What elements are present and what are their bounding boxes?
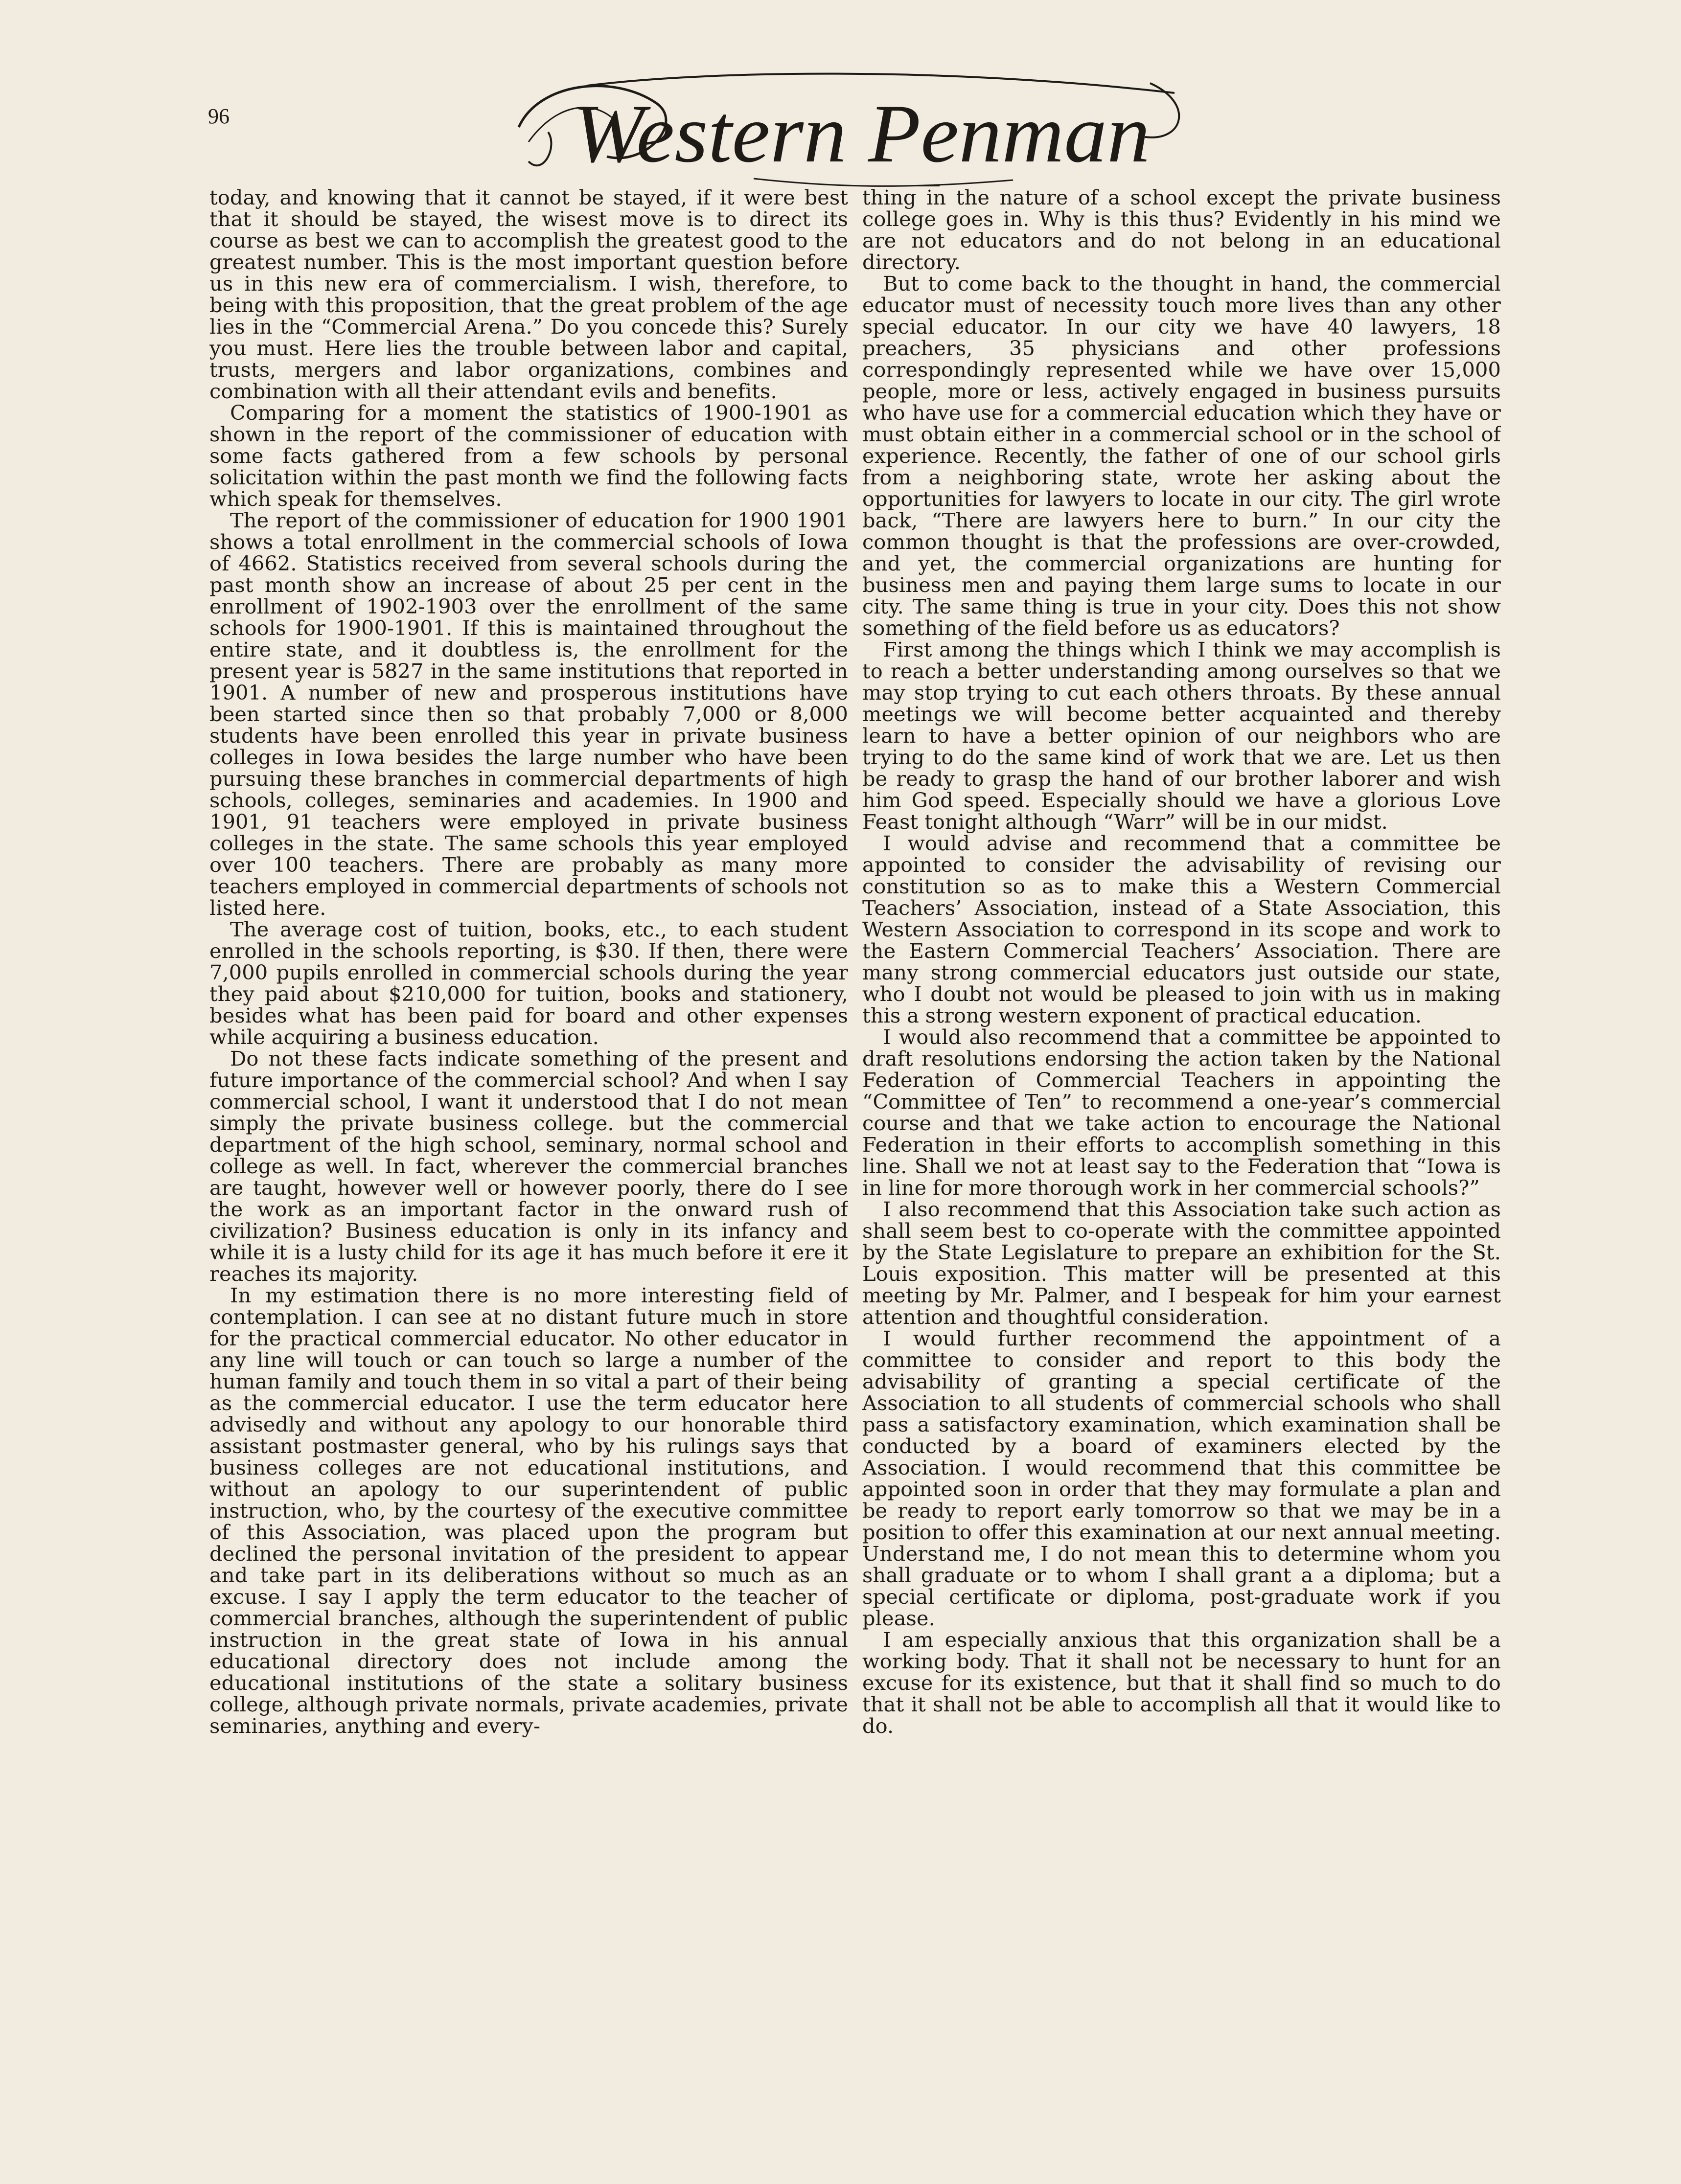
paragraph: Comparing for a moment the statistics of 1900-1901 as shown in the report of the commissioner of education with some facts gathered from a few schools by personal solicitation within the past month we find the following facts which speak for themselves. (209, 401, 848, 511)
masthead-logo (499, 64, 1199, 205)
masthead-lettering: Western Penman (573, 88, 1150, 180)
paragraph: thing in the nature of a school except the private business college goes in. Why is this thus? Evidently in his mind we are not educators and do not belong in an educational directory. (862, 187, 1501, 274)
article-column-left (209, 187, 848, 1987)
masthead-script-logo (499, 64, 1199, 205)
paragraph: The average cost of tuition, books, etc., to each student enrolled in the schools reporting, is $30. If then, there were 7,000 pupils enrolled in commercial schools during the year they paid about $210,000 for tuition, books and stationery, besides what has been paid for board and other expenses while acquiring a business education. (209, 917, 848, 1049)
paragraph: The report of the commissioner of education for 1900 1901 shows a total enrollment in the commercial schools of Iowa of 4662. Statistics received from several schools during the past month show an increase of about 25 per cent in the enrollment of 1902-1903 over the enrollment of the same schools for 1900-1901. If this is maintained throughout the entire state, and it doubtless is, the enrollment for the present year is 5827 in the same institutions that reported in 1901. A number of new and prosperous institutions have been started since then so that probably 7,000 or 8,000 students have been enrolled this year in private business colleges in Iowa besides the large number who have been pursuing these branches in commercial departments of high schools, colleges, seminaries and academies. In 1900 and 1901, 91 teachers were employed in private business colleges in the state. The same schools this year employed over 100 teachers. There are probably as many more teachers employed in commercial departments of schools not listed here. (209, 508, 848, 920)
paragraph: In my estimation there is no more interesting field of contemplation. I can see at no distant future much in store for the practical commercial educator. No other educator in any line will touch or can touch so large a number of the human family and touch them in so vital a part of their being as the commercial educator. I use the term educator here advisedly and without any apology to our honorable third assistant postmaster general, who by his rulings says that business colleges are not educational institutions, and without an apology to our superintendent of public instruction, who, by the courtesy of the executive committee of this Association, was placed upon the program but declined the personal invitation of the president to appear and take part in its deliberations without so much as an excuse. I say I apply the term educator to the teacher of commercial branches, although the superintendent of public instruction in the great state of Iowa in his annual educational directory does not include among the educational institutions of the state a solitary business college, although private normals, private academies, private seminaries, anything and every- (209, 1283, 848, 1738)
paragraph: I am especially anxious that this organization shall be a working body. That it shall not be necessary to hunt for an excuse for its existence, but that it shall find so much to do that it shall not be able to accomplish all that it would like to do. (862, 1628, 1501, 1738)
paragraph: But to come back to the thought in hand, the commercial educator must of necessity touch more lives than any other special educator. In our city we have 40 lawyers, 18 preachers, 35 physicians and other professions correspondingly represented while we have over 15,000 people, more or less, actively engaged in business pursuits who have use for a commercial education which they have or must obtain either in a commercial school or in the school of experience. Recently, the father of one of our school girls from a neighboring state, wrote her asking about the opportunities for lawyers to locate in our city. The girl wrote back, “There are lawyers here to burn.” In our city the common thought is that the professions are over-crowded, and yet, the commercial organizations are hunting for business men and paying them large sums to locate in our city. The same thing is true in your city. Does this not show something of the field before us as educators? (862, 272, 1501, 640)
paragraph: I would advise and recommend that a committee be appointed to consider the advisability of revising our constitution so as to make this a Western Commercial Teachers’ Association, instead of a State Association, this Western Association to correspond in its scope and work to the Eastern Commercial Teachers’ Association. There are many strong commercial educators just outside our state, who I doubt not would be pleased to join with us in making this a strong western exponent of practical education. (862, 831, 1501, 1027)
paragraph: I would further recommend the appointment of a committee to consider and report to this body the advisability of granting a special certificate of the Association to all students of commercial schools who shall pass a satisfactory examination, which examination shall be conducted by a board of examiners elected by the Association. I would recommend that this committee be appointed soon in order that they may formulate a plan and be ready to report early tomorrow so that we may be in a position to offer this examination at our next annual meeting. Understand me, I do not mean this to determine whom you shall graduate or to whom I shall grant a a diploma; but a special certificate or diploma, post-graduate work if you please. (862, 1326, 1501, 1630)
paragraph: Do not these facts indicate something of the present and future importance of the commercial school? And when I say commercial school, I want it understood that I do not mean simply the private business college. but the commercial department of the high school, seminary, normal school and college as well. In fact, wherever the commercial branches are taught, however well or however poorly, there do I see the work as an important factor in the onward rush of civilization? Business education is only in its infancy and while it is a lusty child for its age it has much before it ere it reaches its majority. (209, 1046, 848, 1286)
paragraph: I would also recommend that a committee be appointed to draft resolutions endorsing the action taken by the National Federation of Commercial Teachers in appointing the “Committee of Ten” to recommend a one-year’s commercial course and that we take action to encourage the National Federation in their efforts to accomplish something in this line. Shall we not at least say to the Federation that “Iowa is in line for more thorough work in her commercial schools?” (862, 1025, 1501, 1200)
paragraph: I also recommend that this Association take such action as shall seem best to co-operate with the committee appointed by the State Legislature to prepare an exhibition for the St. Louis exposition. This matter will be presented at this meeting by Mr. Palmer, and I bespeak for him your earnest attention and thoughtful consideration. (862, 1197, 1501, 1329)
page-number: 96 (208, 104, 230, 128)
paragraph: today, and knowing that it cannot be stayed, if it were best that it should be stayed, the wisest move is to direct its course as best we can to accomplish the greatest good to the greatest number. This is the most important question before us in this new era of commercialism. I wish, therefore, to being with this proposition, that the great problem of the age lies in the “Commercial Arena.” Do you concede this? Surely you must. Here lies the trouble between labor and capital, trusts, mergers and labor organizations, combines and combination with all their attendant evils and benefits. (209, 187, 848, 403)
article-column-right (862, 187, 1501, 1987)
paragraph: First among the things which I think we may accomplish is to reach a better understanding among ourselves so that we may stop trying to cut each others throats. By these annual meetings we will become better acquainted and thereby learn to have a better opinion of our neighbors who are trying to do the same kind of work that we are. Let us then be ready to grasp the hand of our brother laborer and wish him God speed. Especially should we have a glorious Love Feast tonight although “Warr” will be in our midst. (862, 637, 1501, 834)
